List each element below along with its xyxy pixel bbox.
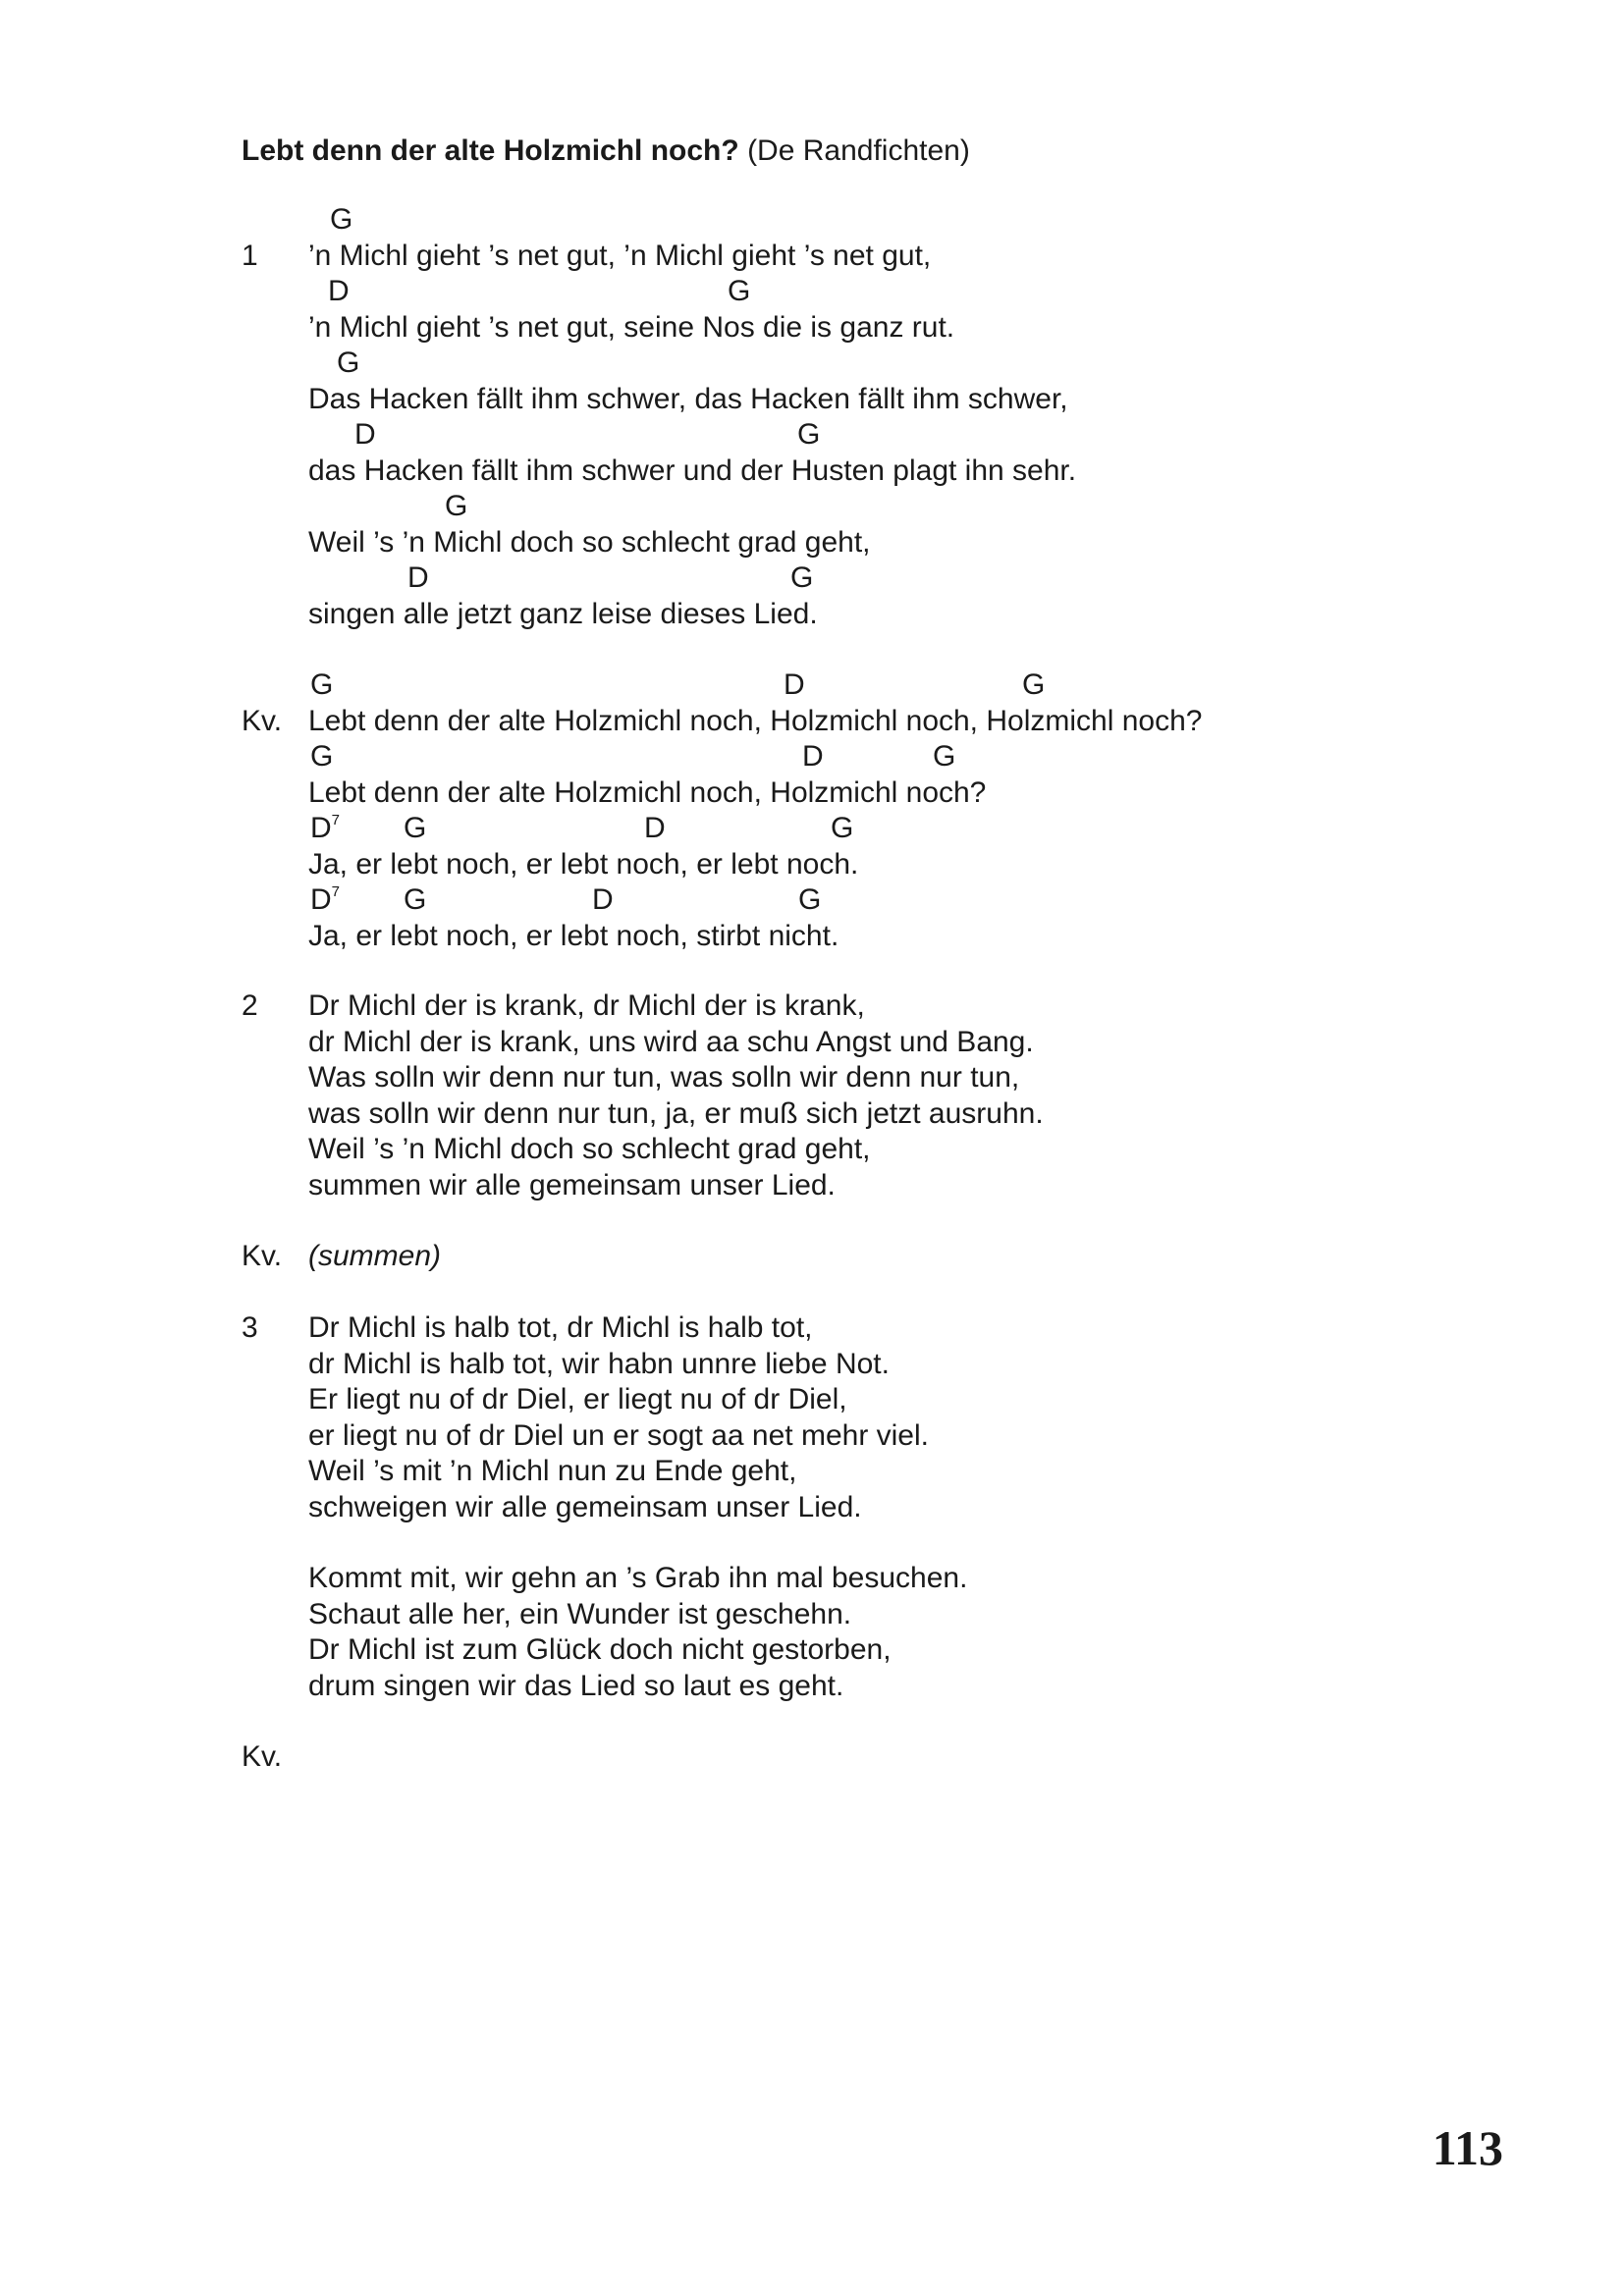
lyric-line: schweigen wir alle gemeinsam unser Lied. (308, 1490, 862, 1523)
lyric-line: Lebt denn der alte Holzmichl noch, Holzmichl noch? (308, 775, 987, 809)
chord: $D^7$ (310, 883, 341, 916)
lyric-line: das Hacken fällt ihm schwer und der Husten plagt ihn sehr. (308, 454, 1077, 487)
chorus-label: Kv. (242, 1240, 283, 1272)
chord: D (784, 668, 805, 701)
chord: G (337, 347, 360, 379)
chord: G (404, 812, 427, 844)
verse-number: 1 (242, 239, 258, 272)
lyric-line: Dr Michl der is krank, dr Michl der is krank, (308, 989, 865, 1022)
lyric-line: singen alle jetzt ganz leise dieses Lied. (308, 597, 818, 630)
chord: G (330, 203, 353, 236)
song-title-main: Lebt denn der alte Holzmichl noch? (242, 134, 739, 167)
lyric-line: ’n Michl gieht ’s net gut, ’n Michl gieht ’s net gut, (308, 239, 932, 272)
chord: G (404, 883, 427, 916)
lyric-line: Lebt denn der alte Holzmichl noch, Holzmichl noch, Holzmichl noch? (308, 704, 1203, 737)
chord: G (1022, 668, 1046, 701)
chorus-label: Kv. (242, 1740, 283, 1773)
lyric-line: Ja, er lebt noch, er lebt noch, stirbt nicht. (308, 919, 839, 952)
chord: G (790, 561, 814, 594)
lyric-line: was solln wir denn nur tun, ja, er muß sich jetzt ausruhn. (308, 1096, 1044, 1130)
chord: G (445, 490, 468, 522)
song-title (242, 133, 970, 169)
lyric-line: dr Michl der is krank, uns wird aa schu Angst und Bang. (308, 1025, 1034, 1058)
chord: D (644, 812, 666, 844)
lyric-line: Er liegt nu of dr Diel, er liegt nu of dr Diel, (308, 1383, 847, 1415)
hum-instruction: (summen) (308, 1240, 442, 1272)
chord: D (407, 561, 429, 594)
lyric-line: Was solln wir denn nur tun, was solln wir denn nur tun, (308, 1061, 1020, 1094)
chord: G (310, 740, 334, 773)
chord: D (328, 275, 350, 307)
verse-number: 3 (242, 1311, 258, 1344)
chord: G (797, 418, 821, 451)
verse-number: 2 (242, 989, 258, 1022)
chord: G (933, 740, 956, 773)
chord: G (728, 275, 751, 307)
lyric-line: Weil ’s mit ’n Michl nun zu Ende geht, (308, 1455, 797, 1487)
chord: G (831, 812, 854, 844)
chord: $D^7$ (310, 812, 341, 844)
lyric-line: drum singen wir das Lied so laut es geht. (308, 1669, 844, 1702)
lyric-line: Schaut alle her, ein Wunder ist geschehn. (308, 1597, 852, 1630)
lyric-line: Das Hacken fällt ihm schwer, das Hacken fällt ihm schwer, (308, 382, 1068, 415)
lyric-line: Dr Michl ist zum Glück doch nicht gestorben, (308, 1633, 892, 1666)
chord: G (310, 668, 334, 701)
song-artist: (De Randfichten) (747, 134, 970, 167)
lyric-line: Dr Michl is halb tot, dr Michl is halb tot, (308, 1311, 813, 1344)
chord: D (592, 883, 614, 916)
lyric-line: ’n Michl gieht ’s net gut, seine Nos die is ganz rut. (308, 310, 955, 344)
chord: D (802, 740, 824, 773)
lyric-line: Weil ’s ’n Michl doch so schlecht grad geht, (308, 525, 871, 559)
page-number: 113 (1432, 2120, 1503, 2175)
chorus-label: Kv. (242, 704, 283, 737)
lyric-line: Weil ’s ’n Michl doch so schlecht grad geht, (308, 1133, 871, 1165)
chord: D (354, 418, 376, 451)
lyric-line: dr Michl is halb tot, wir habn unnre liebe Not. (308, 1347, 890, 1380)
lyric-line: Ja, er lebt noch, er lebt noch, er lebt noch. (308, 847, 859, 881)
lyric-line: summen wir alle gemeinsam unser Lied. (308, 1168, 836, 1201)
chord: G (798, 883, 822, 916)
lyric-line: Kommt mit, wir gehn an ’s Grab ihn mal besuchen. (308, 1562, 968, 1594)
lyric-line: er liegt nu of dr Diel un er sogt aa net mehr viel. (308, 1418, 929, 1452)
